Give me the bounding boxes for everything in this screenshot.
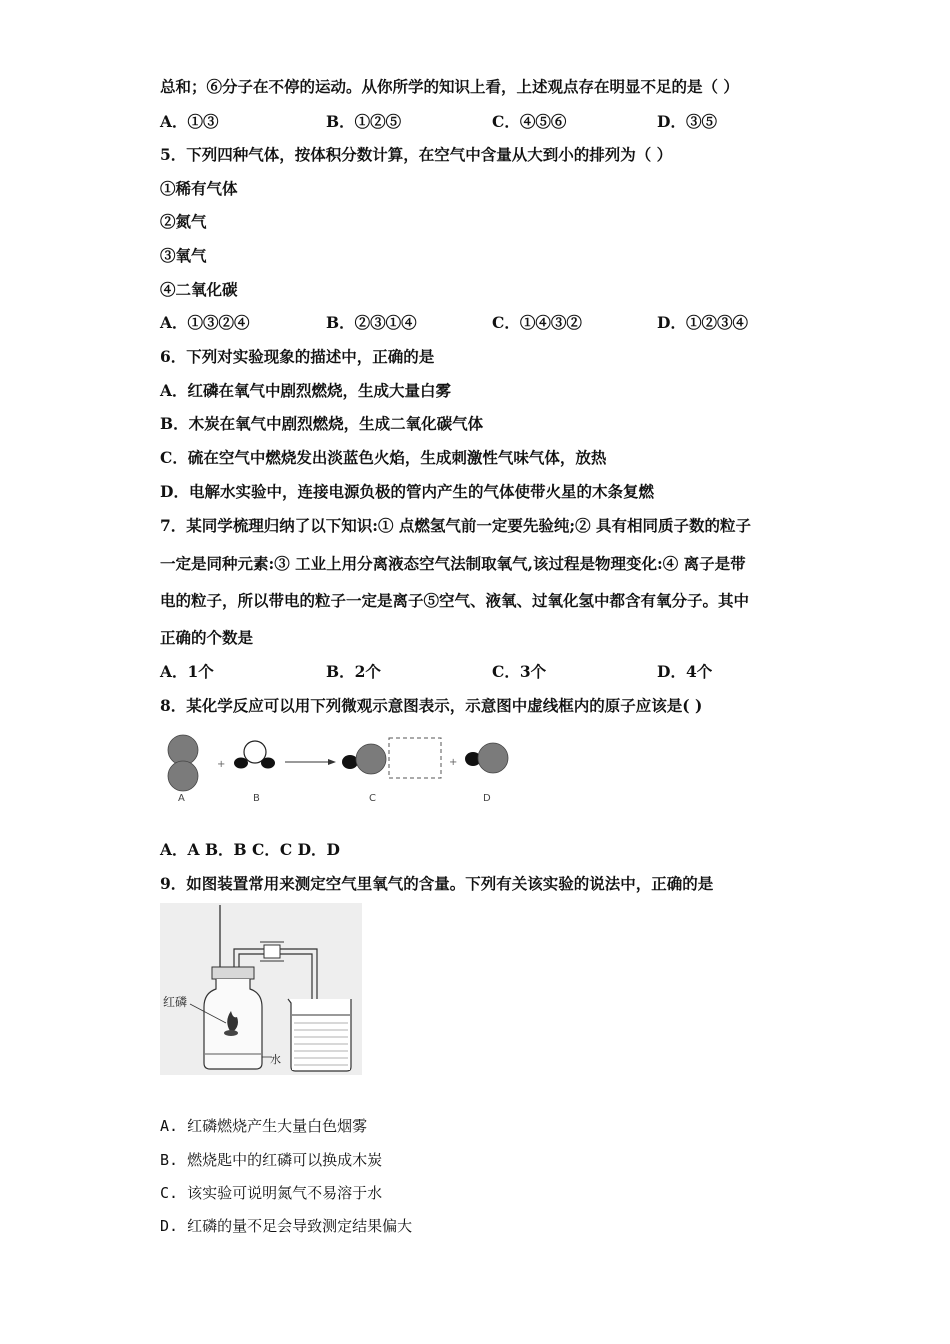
atom-small-black — [342, 755, 358, 769]
q7-option-b[interactable]: B．2个 — [326, 662, 381, 681]
q7-option-d[interactable]: D．4个 — [657, 662, 713, 681]
q4-stem-tail: 总和；⑥分子在不停的运动。从你所学的知识上看，上述观点存在明显不足的是（ ） — [160, 77, 739, 96]
q7-stem-line-3: 电的粒子，所以带电的粒子一定是离子⑤空气、液氧、过氧化氢中都含有氧分子。其中 — [160, 591, 750, 610]
q7-stem-line-1: 7．某同学梳理归纳了以下知识:① 点燃氢气前一定要先验纯;② 具有相同质子数的粒子 — [160, 516, 752, 535]
q5-option-d[interactable]: D．①②③④ — [657, 313, 748, 332]
atom-small-black — [261, 758, 275, 769]
q9-apparatus-figure — [160, 903, 362, 1075]
q5-stem: 5．下列四种气体，按体积分数计算，在空气中含量从大到小的排列为（ ） — [160, 145, 673, 164]
spoon-cup — [224, 1030, 238, 1036]
q7-stem-line-4: 正确的个数是 — [160, 628, 254, 647]
q6-option-d[interactable]: D．电解水实验中，连接电源负极的管内产生的气体使带火星的木条复燃 — [160, 482, 654, 501]
figure-label-d: D — [483, 793, 491, 804]
q5-item-3: ③氧气 — [160, 246, 207, 265]
q8-stem: 8．某化学反应可以用下列微观示意图表示，示意图中虚线框内的原子应该是( ) — [160, 696, 703, 715]
q5-option-c[interactable]: C．①④③② — [492, 313, 582, 332]
water-label: 水 — [270, 1053, 281, 1066]
q5-item-4: ④二氧化碳 — [160, 280, 238, 299]
q9-option-c[interactable]: C. 该实验可说明氮气不易溶于水 — [160, 1184, 383, 1202]
q6-option-b[interactable]: B．木炭在氧气中剧烈燃烧，生成二氧化碳气体 — [160, 414, 484, 433]
q4-option-d[interactable]: D．③⑤ — [657, 112, 717, 131]
atom-large-grey — [168, 735, 198, 765]
q7-option-c[interactable]: C．3个 — [492, 662, 547, 681]
q5-option-a[interactable]: A．①③②④ — [160, 313, 250, 332]
plus-sign: + — [217, 759, 226, 770]
q7-option-a[interactable]: A．1个 — [160, 662, 214, 681]
q5-item-2: ②氮气 — [160, 212, 207, 231]
atom-small-black — [234, 758, 248, 769]
q9-stem: 9．如图装置常用来测定空气里氧气的含量。下列有关该实验的说法中，正确的是 — [160, 874, 714, 893]
spring-clamp — [264, 945, 280, 958]
dashed-box — [389, 738, 441, 778]
atom-large-grey — [356, 744, 386, 774]
q9-option-b[interactable]: B. 燃烧匙中的红磷可以换成木炭 — [160, 1151, 383, 1169]
q9-option-a[interactable]: A. 红磷燃烧产生大量白色烟雾 — [160, 1117, 368, 1135]
atom-large-grey — [478, 743, 508, 773]
atom-large-grey — [168, 761, 198, 791]
q5-item-1: ①稀有气体 — [160, 179, 238, 198]
figure-label-c: C — [369, 793, 376, 804]
q4-option-c[interactable]: C．④⑤⑥ — [492, 112, 567, 131]
q8-reaction-figure — [160, 728, 520, 812]
q8-options[interactable]: A．A B．B C．C D．D — [160, 840, 340, 859]
reaction-arrow-head — [328, 759, 336, 765]
phosphorus-label: 红磷 — [163, 995, 188, 1009]
q9-option-d[interactable]: D. 红磷的量不足会导致测定结果偏大 — [160, 1217, 413, 1235]
figure-label-a: A — [178, 793, 185, 804]
rubber-stopper — [212, 967, 254, 979]
q6-stem: 6．下列对实验现象的描述中，正确的是 — [160, 347, 435, 366]
q7-stem-line-2: 一定是同种元素:③ 工业上用分离液态空气法制取氧气,该过程是物理变化:④ 离子是带 — [160, 554, 746, 573]
q6-option-a[interactable]: A．红磷在氧气中剧烈燃烧，生成大量白雾 — [160, 381, 452, 400]
q4-option-b[interactable]: B．①②⑤ — [326, 112, 402, 131]
figure-label-b: B — [253, 793, 260, 804]
plus-sign: + — [449, 757, 458, 768]
q6-option-c[interactable]: C．硫在空气中燃烧发出淡蓝色火焰，生成刺激性气味气体，放热 — [160, 448, 607, 467]
q5-option-b[interactable]: B．②③①④ — [326, 313, 417, 332]
q4-option-a[interactable]: A．①③ — [160, 112, 219, 131]
